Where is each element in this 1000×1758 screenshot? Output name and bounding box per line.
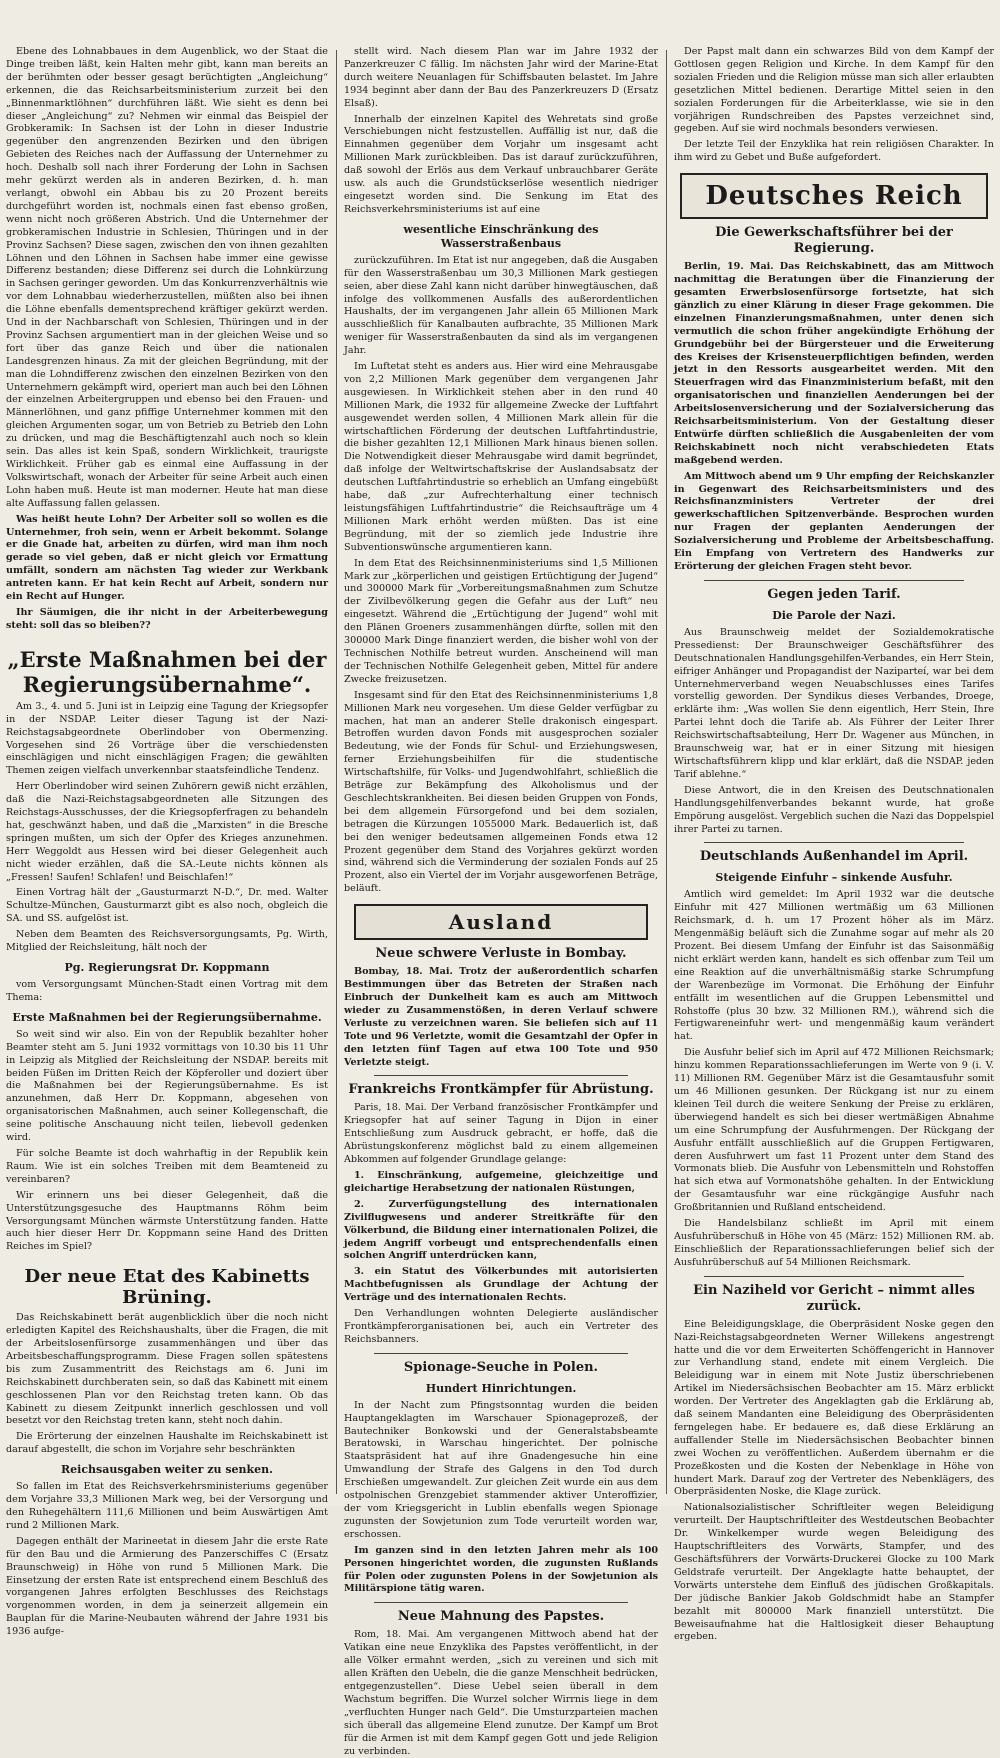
article-paragraph: zurückzuführen. Im Etat ist nur angegeben, daß die Ausgaben für den Wasserstraßenbau um 30,3 Millionen Mark gestiegen seien, aber diese Zahl kann nicht darüber hinwegtäuschen, daß infolge des vollkommenen Ausfalls des außerordentlichen Haushalts, der im vergangenen Jahr allein 65 Millionen Mark ausschließlich für Kanalbauten aufbrachte, 35 Millionen Mark weniger für Wasserstraßenbauten da sind als im vergangenen Jahr. xyxy=(344,254,658,357)
list-item: 2. Zurverfügungstellung des internationalen Zivilflugwesens und anderer Streitkräfte für den Völkerbund, die Bildung einer internationalen Polizei, die jedem Angriff vorbeugt und entsprechendenfalls einen solchen Angriff unterdrücken kann, xyxy=(344,1198,658,1262)
article-paragraph: Für solche Beamte ist doch wahrhaftig in der Republik kein Raum. Wie ist ein solches Treiben mit dem Beamteneid zu vereinbaren? xyxy=(6,1147,328,1185)
article-paragraph: Die Ausfuhr belief sich im April auf 472 Millionen Reichsmark; hinzu kommen Reparationssachlieferungen im Werte von 9 (i. V. 11) Millionen RM. Gegenüber März ist die Gesamtausfuhr somit um 46 Millionen gesunken. Der Rückgang ist nur zu einem kleinen Teil durch die weitere Senkung der Preise zu erklären, überwiegend handelt es sich bei dieser wertmäßigen Abnahme um eine Schrumpfung der Ausfuhrmengen. Der Rückgang der Ausfuhr entfällt ausschließlich auf die Gruppen Fertigwaren, deren Ausfuhrwert um fast 11 Prozent unter dem Stand des Vormonats blieb. Die Ausfuhr von Lebensmitteln und Rohstoffen hat sich etwa auf Vormonatshöhe gehalten. In der Entwicklung der Gesamtausfuhr war eine rückgängige Ausfuhr nach Großbritannien und Rußland entscheidend. xyxy=(674,1047,994,1214)
article-paragraph: Am Mittwoch abend um 9 Uhr empfing der Reichskanzler in Gegenwart des Reichsarbeitsministers und des Reichsfinanzministers Vertreter der drei gewerkschaftlichen Spitzenverbände. Besprochen wurden nur Fragen der geplanten Aenderungen der Sozialversicherung und Probleme der Arbeitsbeschaffung. Ein Empfang von Vertretern des Handwerks zur Erörterung der gleichen Fragen steht bevor. xyxy=(674,470,994,572)
headline-naziheld: Ein Naziheld vor Gericht – nimmt alles zurück. xyxy=(693,1282,975,1314)
article-paragraph: Der Papst malt dann ein schwarzes Bild von dem Kampf der Gottlosen gegen Religion und Kirche. In dem Kampf für den sozialen Frieden und die Religion müsse man sich aller erlaubten gesetzlichen Mittel bedienen. Derartige Mittel seien in den sozialen Forderungen für die Arbeiterklasse, wie sie in den vorjährigen Rundschreiben des Papstes verzeichnet sind, gegeben. Auf sie wird nochmals besonders verwiesen. xyxy=(674,46,994,135)
article-paragraph: In dem Etat des Reichsinnenministeriums sind 1,5 Millionen Mark zur „körperlichen und geistigen Ertüchtigung der Jugend“ und 300000 Mark für „Vorbereitungsmaßnahmen zum Schutze der Zivilbevölkerung gegen die Gefahr aus der Luft“ neu eingesetzt. Während die „Ertüchtigung der Jugend“ wohl mit den Plänen Groeners zusammenhängen dürfte, sollen mit den 300000 Mark Dinge finanziert werden, die bisher wohl von der Technischen Nothilfe betreut wurden. Anscheinend will man der Technischen Nothilfe Gelegenheit geben, Mittel für andere Zwecke freizusetzen. xyxy=(344,557,658,685)
column-middle xyxy=(340,0,662,1757)
subheadline: wesentliche Einschränkung des Wasserstraßenbaus xyxy=(403,222,599,250)
article-paragraph: Aus Braunschweig meldet der Sozialdemokratische Pressedienst: Der Braunschweiger Geschäftsführer des Deutschnationalen Handlungsgehilfen-Verbandes, ein Herr Stein, eifriger Anhänger und Propagandist der Naziparteí, war bei dem Unternehmerverband wegen Neuabschlusses eines Tarifes vorstellig geworden. Der Syndikus dieses Verbandes, Droege, erklärte ihm: „Was wollen Sie denn eigentlich, Herr Stein, Ihre Partei lehnt doch die Tarife ab. Als Führer der Leiter Ihrer Reichswirtschaftsabteilung, Herr Dr. Wagener aus München, in Braunschweig war, hat er in einer Sitzung mit hiesigen Wirtschaftsführern klipp und klar erklärt, daß die NSDAP. jeden Tarif ablehne.“ xyxy=(674,626,994,780)
lead-paragraph: Was heißt heute Lohn? Der Arbeiter soll so wollen es die Unternehmer, froh sein, wenn er Arbeit bekommt. Solange er die Gnade hat, arbeiten zu dürfen, wird man ihm noch gerade so viel geben, daß er nicht gleich vor Ermattung umfällt, sondern am nächsten Tag wieder zur Werkbank antreten kann. Er hat kein Recht auf Arbeit, sondern nur ein Recht auf Hunger. xyxy=(6,513,328,603)
article-paragraph: Der letzte Teil der Enzyklika hat rein religiösen Charakter. In ihm wird zu Gebet und Buße aufgefordert. xyxy=(674,139,994,164)
lead-paragraph: Ihr Säumigen, die ihr nicht in der Arbeiterbewegung steht: soll das so bleiben?? xyxy=(6,606,328,631)
article-paragraph: Das Reichskabinett berät augenblicklich über die noch nicht erledigten Kapitel des Reichshaushalts, über die Fragen, die mit der Arbeitslosenfürsorge zusammenhängen und über das Arbeitsbeschaffungsprogramm. Diese Fragen sollen spätestens bis zum Zusammentritt des Reichstags am 6. Juni im Reichskabinett durchberaten sein, so daß das Kabinett mit einem geschlossenen Plan vor den Reichstag treten kann. Ob das Kabinett zu diesem Zeitpunkt innerlich geschlossen und voll besetzt vor den Reichstag treten kann, steht noch dahin. xyxy=(6,1312,328,1427)
article-paragraph: Diese Antwort, die in den Kreisen des Deutschnationalen Handlungsgehilfenverbandes bekannt wurde, hat große Empörung ausgelöst. Vergeblich suchen die Nazi das Doppelspiel ihrer Partei zu tarnen. xyxy=(674,784,994,835)
article-paragraph: Die Erörterung der einzelnen Haushalte im Reichskabinett ist darauf abgestellt, die schon im Vorjahre sehr beschränkten xyxy=(6,1431,328,1456)
subheadline: Steigende Einfuhr – sinkende Ausfuhr. xyxy=(715,871,953,885)
article-paragraph: Im ganzen sind in den letzten Jahren mehr als 100 Personen hingerichtet worden, die zugunsten Rußlands für Polen oder zugunsten Polens in der Sowjetunion als Militärspione tätig waren. xyxy=(344,1544,658,1595)
article-paragraph: Dagegen enthält der Marineetat in diesem Jahr die erste Rate für den Bau und die Armierung des Panzerschiffes C (Ersatz Braunschweig) in Höhe von rund 5 Millionen Mark. Die Einsetzung der ersten Rate ist entsprechend einem Beschluß des vorgangenen Jahres erfolgten Beschlusses des Reichstags vorgenommen worden, in dem ja seinerzeit allgemein ein Bauplan für die Marine-Neubauten während der Jahre 1931 bis 1936 aufge- xyxy=(6,1535,328,1638)
divider xyxy=(374,1602,628,1603)
divider xyxy=(374,1353,628,1354)
headline-aussenhandel: Deutschlands Außenhandel im April. xyxy=(699,849,969,865)
speaker-line: Pg. Regierungsrat Dr. Koppmann xyxy=(64,961,270,974)
lead-paragraph: Ebene des Lohnabbaues in dem Augenblick, wo der Staat die Dinge treiben läßt, kein Halten mehr gibt, kann man bereits an der berühmten oder besser gesagt berüchtigten „Angleichung“ erkennen, die das Reichsarbeitsministerium zurzeit bei den „Binnenmarktlöhnen“ durchführen läßt. Wie sieht es denn bei dieser „Angleichung“ zu? Nehmen wir einmal das Beispiel der Grobkeramik: In Sachsen ist der Lohn in dieser Industrie gegenüber den angrenzenden Bezirken und den übrigen Gebieten des Reiches nach der Auffassung der Unternehmer zu hoch. Deshalb soll nach ihrer Forderung der Lohn in Sachsen mehr gekürzt werden als in anderen Bezirken, d. h. man verlangt, obwohl ein Abbau bis zu 20 Prozent bereits durchgeführt worden ist, nochmals einen fast ebenso großen, wenn nicht noch größeren Abstrich. Und die Unternehmer der grobkeramischen Industrie in Schlesien, Thüringen und in der Provinz Sachsen? Diese sagen, zwischen den von ihnen gezahlten Löhnen und den Löhnen in Sachsen habe immer eine gewisse Differenz bestanden; diese Differenz sei durch die Lohnkürzung in Sachsen geringer geworden. Um das Konkurrenzverhältnis wie vor dem Lohnabbau wiederherzustellen, müßten also bei ihnen die Löhne ebenfalls dementsprechend kräftiger gekürzt werden. Und in der Nachbarschaft von Schlesien, Thüringen und in der Provinz Sachsen argumentiert man in der gleichen Weise und so fort über das ganze Reich und über die nationalen Landesgrenzen hinaus. Za mit der gleichen Begründung, mit der man die Lohndifferenz zwischen den einzelnen Bezirken von den Unternehmern gekämpft wird, operiert man auch bei den Löhnen der einzelnen Arbeitergruppen und ebenso bei den Frauen- und Männerlöhnen, und ganz pfiffige Unternehmer kommen mit den gleichen Argumenten sogar, um von Betrieb zu Betrieb den Lohn zu drücken, und mag die Beschäftigtenzahl auch noch so klein sein. Das alles ist kein Spaß, sondern Wirklichkeit, traurigste Wirklichkeit. Früher gab es einmal eine Auffassung in der Volkswirtschaft, wonach der Arbeiter für seine Arbeit auch einen Lohn haben muß. Heute ist man moderner. Heute hat man diese alte Auffassung fallen gelassen. xyxy=(6,46,328,509)
column-right xyxy=(670,0,998,1643)
headline-neuer-etat: Der neue Etat des Kabinetts Brüning. xyxy=(24,1266,310,1309)
article-paragraph: So fallen im Etat des Reichsverkehrsministeriums gegenüber dem Vorjahre 33,3 Millionen Mark weg, bei der Versorgung und den Ruhegehältern 111,6 Millionen und beim Auswärtigen Amt rund 2 Millionen Mark. xyxy=(6,1481,328,1531)
headline-gegen-jeden-tarif: Gegen jeden Tarif. xyxy=(767,586,901,602)
divider xyxy=(704,580,964,581)
article-paragraph: Insgesamt sind für den Etat des Reichsinnenministeriums 1,8 Millionen Mark neu vorgesehen. Um diese Gelder verfügbar zu machen, hat man an anderer Stelle drakonisch eingespart. Betroffen wurden davon Fonds mit ausgesprochen sozialer Bedeutung, wie der Fonds für Schul- und Erziehungswesen, ferner Erziehungsbeihilfen für die studentische Wirtschaftshilfe, für Volks- und Jugendwohlfahrt, schließlich die Beträge zur Bekämpfung des Alkoholismus und der Geschlechtskrankheiten. Bei diesen beiden Gruppen von Fonds, bei dem allgemein Fürsorgefond und bei dem sozialen, betragen die Kürzungen 1055000 Mark. Bedauerlich ist, daß bei den weniger bedeutsamen allgemeinen Fonds etwa 12 Prozent gegenüber dem Stand des Vorjahres gekürzt worden sind, während sich die Verminderung der sozialen Fonds auf 25 Prozent, also ein Viertel der im Vorjahr ausgeworfenen Beträge, beläuft. xyxy=(344,689,658,895)
article-paragraph: Einen Vortrag hält der „Gausturmarzt N-D.“, Dr. med. Walter Schultze-München, Gausturmarzt gibt es also noch, obgleich die SA. und SS. aufgelöst ist. xyxy=(6,887,328,925)
article-paragraph: Bombay, 18. Mai. Trotz der außerordentlich scharfen Bestimmungen über das Betreten der Straßen nach Einbruch der Dunkelheit kam es auch am Mittwoch wieder zu Zusammenstößen, in deren Verlauf schwere Verluste zu verzeichnen waren. Sie beliefen sich auf 11 Tote und 96 Verletzte, womit die Gesamtzahl der Opfer in den letzten fünf Tagen auf etwa 100 Tote und 950 Verletzte steigt. xyxy=(344,966,658,1068)
headline-gewerkschaftsfuehrer: Die Gewerkschaftsführer bei der Regierung. xyxy=(715,225,953,257)
article-paragraph: stellt wird. Nach diesem Plan war im Jahre 1932 der Panzerkreuzer C fällig. Im nächsten Jahr wird der Marine-Etat durch weitere Neuanlagen für Schiffsbauten belastet. Im Jahre 1934 beginnt aber dann der Bau des Panzerkreuzers D (Ersatz Elsaß). xyxy=(344,46,658,109)
headline-frontkaempfer: Frankreichs Frontkämpfer für Abrüstung. xyxy=(348,1082,654,1098)
article-paragraph: vom Versorgungsamt München-Stadt einen Vortrag mit dem Thema: xyxy=(6,979,328,1003)
article-paragraph: Berlin, 19. Mai. Das Reichskabinett, das am Mittwoch nachmittag die Beratungen über die Finanzierung der gesamten Erwerbslosenfürsorge fortsetzte, hat sich gänzlich zu einer Klärung in dieser Frage gekommen. Die einzelnen Finanzierungsmaßnahmen, unter denen sich vermutlich die schon früher angekündigte Erhöhung der Grundgebühr bei der Bürgersteuer und die Erweiterung des Kreises der Krisensteuerpflichtigen befinden, werden jetzt in den Ressorts ausgearbeitet werden. Mit den Steuerfragen wird das Finanzministerium befaßt, mit den organisatorischen und finanziellen Aenderungen bei der Arbeitslosenversicherung und der Sozialversicherung das Reichsarbeitsministerium. Von der Gestaltung dieser Entwürfe dürften schließlich die Ausgabenleiten der vom Reichskabinett noch nicht verabschiedeten Etats maßgebend werden. xyxy=(674,261,994,466)
article-paragraph: So weit sind wir also. Ein von der Republik bezahlter hoher Beamter steht am 5. Juni 1932 vormittags von 10.30 bis 11 Uhr in Leipzig als Mitglied der Reichsleitung der NSDAP. bereits mit beiden Füßen im Dritten Reich der Köpferoller und doziert über die Maßnahmen bei der Regierungsübernahme. Es ist anzunehmen, daß Herr Dr. Koppmann, abgesehen von organisatorischen Maßnahmen, auch seiner Kollegenschaft, die seine politische Anschauung nicht teilen, liebevoll gedenken wird. xyxy=(6,1028,328,1144)
article-paragraph: Den Verhandlungen wohnten Delegierte ausländischer Frontkämpferorganisationen bei, auch ein Vertreter des Reichsbanners. xyxy=(344,1308,658,1345)
list-item: 1. Einschränkung, aufgemeine, gleichzeitige und gleichartige Herabsetzung der nationalen Rüstungen, xyxy=(344,1169,658,1194)
article-paragraph: Im Luftetat steht es anders aus. Hier wird eine Mehrausgabe von 2,2 Millionen Mark gegenüber dem vergangenen Jahr ausgewiesen. In Wirklichkeit stehen aber in den rund 40 Millionen Mark, die 1932 für allgemeine Zwecke der Luftfahrt ausgewendet werden sollen, 4 Millionen Mark allein für die wirtschaftlichen Förderung der deutschen Luftfahrtindustrie, die bisher gezahlten 12,1 Millionen Mark hinaus bienen sollen. Die Notwendigkeit dieser Mehrausgabe wird damit begründet, daß infolge der Weltwirtschaftskrise der Auslandsabsatz der deutschen Luftfahrtindustrie so erheblich an Umfang eingebüßt habe, daß „zur Aufrechterhaltung einer technisch leistungsfähigen Luftfahrtindustrie“ die Reichsaufträge um 4 Millionen Mark erhöht werden müßten. Das ist eine Begründung, mit der so ziemlich jede Industrie ihre Subventionswünsche argumentieren kann. xyxy=(344,361,658,553)
list-item: 3. ein Statut des Völkerbundes mit autorisierten Machtbefugnissen als Grundlage der Achtung der Verträge und des internationalen Rechts. xyxy=(344,1266,658,1304)
article-paragraph: Am 3., 4. und 5. Juni ist in Leipzig eine Tagung der Kriegsopfer in der NSDAP. Leiter dieser Tagung ist der Nazi-Reichstagsabgeordnete Oberlindober von Obermenzing. Vorgesehen sind 26 Vorträge über die verschiedensten einschlägigen und nicht einschlägigen Fragen; die gewählten Themen zeigen vielfach unverkennbar staatsfeindliche Tendenz. xyxy=(6,700,328,777)
article-paragraph: Eine Beleidigungsklage, die Oberpräsident Noske gegen den Nazi-Reichstagsabgeordneten Werner Willekens angestrengt hatte und die vor dem Erweiterten Schöffengericht in Hannover zur Verhandlung stand, endete mit einem Vergleich. Die Beleidigung war in einem mit Note Justiz überschriebenen Artikel im Niedersächsischen Beobachter am 15. März erblickt worden. Der Vertreter des Angeklagten gab die Erklärung ab, daß seinem Mandanten eine Beleidigung des Oberpräsidenten ferngelegen habe. Er bedauere es, daß diese Erklärung an auffallender Stelle im Niedersächsischen Beobachter binnen zwei Wochen zu veröffentlichen. Außerdem übernahm er die Prozeßkosten und die Kosten der Nebenklage in Höhe von hundert Mark. Darauf zog der Vertreter des Nebenklägers, des Oberpräsidenten Noske, die Klage zurück. xyxy=(674,1318,994,1498)
headline-bombay: Neue schwere Verluste in Bombay. xyxy=(375,946,627,962)
subheadline: Die Parole der Nazi. xyxy=(772,608,896,622)
divider xyxy=(704,1276,964,1277)
article-paragraph: Paris, 18. Mai. Der Verband französischer Frontkämpfer und Kriegsopfer hat auf seiner Tagung in Dijon in einer Entschließung zum Ausdruck gebracht, er hoffe, daß die Abrüstungskonferenz möglichst bald zu einem allgemeinen Abkommen auf folgender Grundlage gelange: xyxy=(344,1102,658,1166)
section-header-deutsches-reich: Deutsches Reich xyxy=(680,173,988,219)
article-paragraph: Herr Oberlindober wird seinen Zuhörern gewiß nicht erzählen, daß die Nazi-Reichstagsabgeordneten alle Sitzungen des Reichstags-Ausschusses, der die Kriegsopferfragen zu behandeln hat, geschwänzt haben, und daß die „Marxisten“ in die Bresche springen mußten, um sich der Opfer des Krieges anzunehmen. Herr Weggoldt aus Hessen wird bei dieser Gelegenheit auch nicht wieder erzählen, daß die SA.-Leute nichts können als „Fressen! Saufen! Schlafen! und Beischlafen!“ xyxy=(6,781,328,883)
article-paragraph: Nationalsozialistischer Schriftleiter wegen Beleidigung verurteilt. Der Hauptschriftleiter des Westdeutschen Beobachter Dr. Winkelkemper wurde wegen Beleidigung des Hauptschriftleiters des Vorwärts, Stampfer, und des Geschäftsführers der Vorwärts-Druckerei Glocke zu 100 Mark Geldstrafe verurteilt. Der Angeklagte hatte behauptet, der Vorwärts unterstehe dem Einfluß des jüdischen Großkapitals. Der jüdische Bankier Jakob Goldschmidt habe an Stampfer bezahlt mit 800000 Mark finanziell unterstützt. Die Beweisaufnahme hat die Haltlosigkeit dieser Behauptung ergeben. xyxy=(674,1502,994,1643)
column-rule-left xyxy=(336,50,337,1494)
headline-spionage: Spionage-Seuche in Polen. xyxy=(403,1359,599,1375)
lecture-theme: Erste Maßnahmen bei der Regierungsübernahme. xyxy=(12,1010,322,1024)
headline-erste-massnahmen: „Erste Maßnahmen bei der Regierungsübernahme“. xyxy=(7,646,327,697)
subheadline: Hundert Hinrichtungen. xyxy=(425,1381,577,1395)
article-paragraph: Rom, 18. Mai. Am vergangenen Mittwoch abend hat der Vatikan eine neue Enzyklika des Papstes veröffentlicht, in der alle Völker ermahnt werden, „sich zu vereinen und sich mit allen Kräften den Uebeln, die die ganze Menschheit bedrücken, entgegenzustellen“. Diese Uebel seien überall in dem Wachstum begriffen. Die Wurzel solcher Wirrnis liege in dem „verfluchten Hunger nach Geld“. Die Umsturzparteien machen sich überall das allgemeine Elend zunutze. Der Kampf um Brot für die Armen ist mit dem Kampf gegen Gott und jede Religion zu verbinden. xyxy=(344,1629,658,1757)
section-header-ausland: Ausland xyxy=(354,904,648,940)
column-left xyxy=(2,0,332,1638)
subheadline: Reichsausgaben weiter zu senken. xyxy=(61,1463,273,1477)
divider xyxy=(374,1075,628,1076)
article-paragraph: Die Handelsbilanz schließt im April mit einem Ausfuhrüberschuß in Höhe von 45 (März: 152) Millionen RM. ab. Einschließlich der Reparationssachlieferungen belief sich der Ausfuhrüberschuß auf 54 Millionen Reichsmark. xyxy=(674,1218,994,1268)
headline-papst: Neue Mahnung des Papstes. xyxy=(397,1609,605,1625)
article-paragraph: Amtlich wird gemeldet: Im April 1932 war die deutsche Einfuhr mit 427 Millionen wertmäßig um 63 Millionen Reichsmark, d. h. um 17 Prozent höher als im März. Mengenmäßig beläuft sich die Zunahme sogar auf mehr als 20 Prozent. Bei diesem Umfang der Einfuhr ist das Saisonmäßig nicht erklärt werden kann, handelt es sich offenbar zum Teil um eine Reaktion auf die unverhältnismäßig starke Schrumpfung der Warenbezüge im Vormonat. Die Erhöhung der Einfuhr entfällt im wesentlichen auf die Gruppen Lebensmittel und Rohstoffe (plus 30 bzw. 32 Millionen RM.), während sich die Fertigwareneinfuhr wert- und mengenmäßig kaum verändert hat. xyxy=(674,889,994,1043)
divider xyxy=(704,842,964,843)
column-rule-right xyxy=(666,50,667,1494)
article-paragraph: Wir erinnern uns bei dieser Gelegenheit, daß die Unterstützungsgesuche des Hauptmanns Röhm beim Versorgungsamt München wärmste Unterstützung fanden. Hatte auch hier dieser Herr Dr. Koppmann seine Hand des Dritten Reiches im Spiel? xyxy=(6,1189,328,1253)
article-paragraph: Neben dem Beamten des Reichsversorgungsamts, Pg. Wirth, Mitglied der Reichsleitung, hält noch der xyxy=(6,929,328,954)
article-paragraph: In der Nacht zum Pfingstsonntag wurden die beiden Hauptangeklagten im Warschauer Spionageprozeß, der Bautechniker Bonkowski und der Generalstabsbeamte Beratowski, in Warschau hingerichtet. Der polnische Staatspräsident hat auf ihre Gnadengesuche hin eine Umwandlung der Strafe des Galgens in den Tod durch Erschießen umgewandelt. Zur gleichen Zeit wurde ein aus dem ostpolnischen Grenzgebiet stammender aktiver Unteroffizier, der vom Kriegsgericht in Lublin ebenfalls wegen Spionage zugunsten der Sowjetunion zum Tode verurteilt worden war, erschossen. xyxy=(344,1399,658,1540)
article-paragraph: Innerhalb der einzelnen Kapitel des Wehretats sind große Verschiebungen nicht festzustellen. Auffällig ist nur, daß die Einnahmen gegenüber dem Vorjahr um insgesamt acht Millionen Mark zurückbleiben. Das ist darauf zurückzuführen, daß sowohl der Erlös aus dem Verkauf unbrauchbarer Geräte usw. als auch die Grundstückserlöse wesentlich niedriger eingesetzt worden sind. Die Senkung im Etat des Reichsverkehrsministeriums ist auf eine xyxy=(344,113,658,215)
